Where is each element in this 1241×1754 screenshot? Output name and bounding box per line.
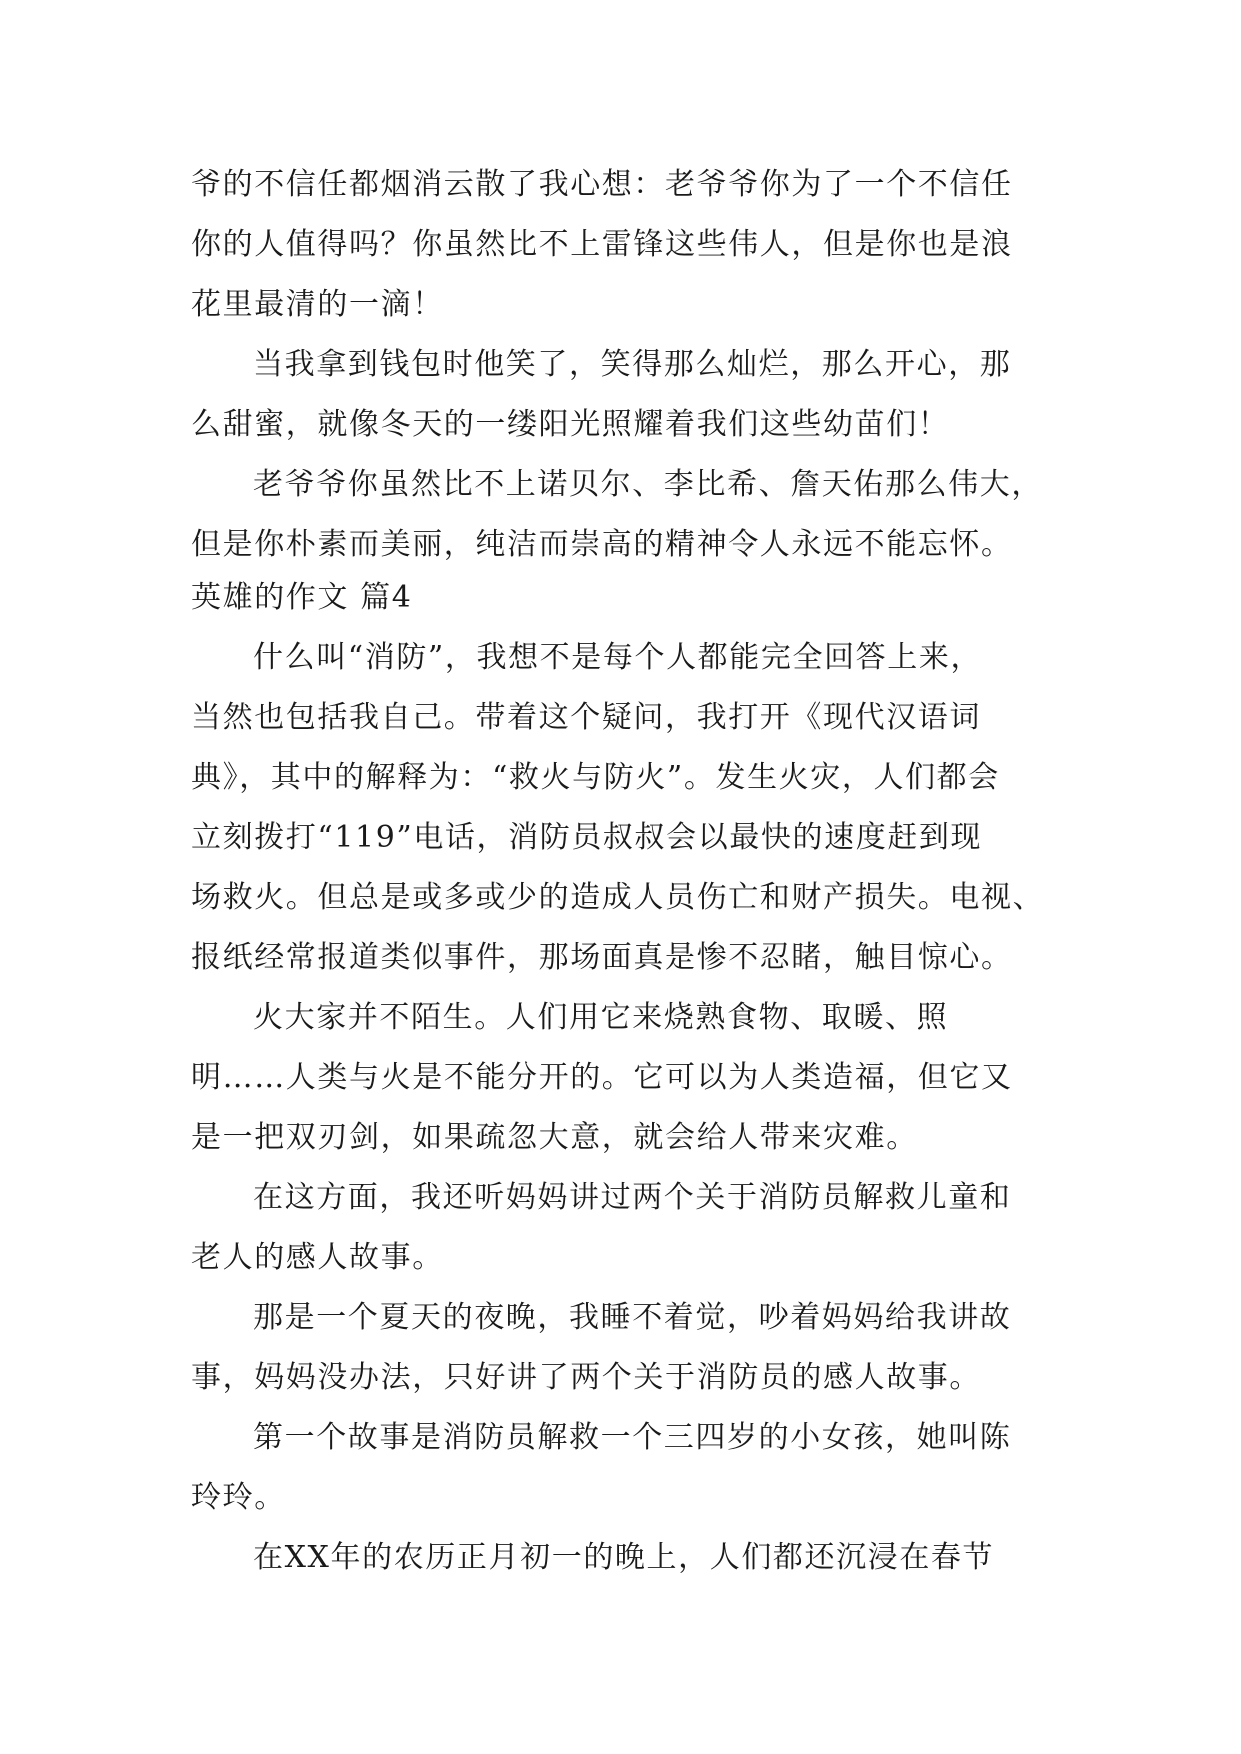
paragraph-start: 老爷爷你虽然比不上诺贝尔、李比希、詹天佑那么伟大， <box>253 467 1043 502</box>
text-line: 明……人类与火是不能分开的。它可以为人类造福，但它又 <box>191 1060 1013 1095</box>
text-line: 场救火。但总是或多或少的造成人员伤亡和财产损失。电视、 <box>191 880 1045 915</box>
text-line: 你的人值得吗？你虽然比不上雷锋这些伟人，但是你也是浪 <box>191 227 1013 262</box>
paragraph-start: 火大家并不陌生。人们用它来烧熟食物、取暖、照 <box>253 1000 949 1035</box>
text-line: 爷的不信任都烟消云散了我心想：老爷爷你为了一个不信任 <box>191 167 1013 202</box>
text-line: 立刻拨打“119”电话，消防员叔叔会以最快的速度赶到现 <box>191 820 983 855</box>
paragraph-start: 什么叫“消防”，我想不是每个人都能完全回答上来， <box>253 640 983 675</box>
text-line: 事，妈妈没办法，只好讲了两个关于消防员的感人故事。 <box>191 1360 981 1395</box>
text-line: 么甜蜜，就像冬天的一缕阳光照耀着我们这些幼苗们！ <box>191 407 950 442</box>
paragraph-start: 在这方面，我还听妈妈讲过两个关于消防员解救儿童和 <box>253 1180 1012 1215</box>
text-line: 玲玲。 <box>191 1480 286 1515</box>
paragraph-start: 当我拿到钱包时他笑了，笑得那么灿烂，那么开心，那 <box>253 347 1012 382</box>
paragraph-start: 那是一个夏天的夜晚，我睡不着觉，吵着妈妈给我讲故 <box>253 1300 1012 1335</box>
paragraph-start: 第一个故事是消防员解救一个三四岁的小女孩，她叫陈 <box>253 1420 1012 1455</box>
text-line: 是一把双刃剑，如果疏忽大意，就会给人带来灾难。 <box>191 1120 918 1155</box>
text-line: 报纸经常报道类似事件，那场面真是惨不忍睹，触目惊心。 <box>191 940 1013 975</box>
paragraph-start: 在XX年的农历正月初一的晚上，人们都还沉浸在春节 <box>253 1540 995 1575</box>
text-line: 当然也包括我自己。带着这个疑问，我打开《现代汉语词 <box>191 700 981 735</box>
section-heading: 英雄的作文 篇4 <box>191 580 413 615</box>
text-line: 老人的感人故事。 <box>191 1240 444 1275</box>
text-line: 但是你朴素而美丽，纯洁而崇高的精神令人永远不能忘怀。 <box>191 527 1013 562</box>
text-line: 典》，其中的解释为：“救火与防火”。发生火灾，人们都会 <box>191 760 1000 795</box>
text-line: 花里最清的一滴！ <box>191 287 444 322</box>
